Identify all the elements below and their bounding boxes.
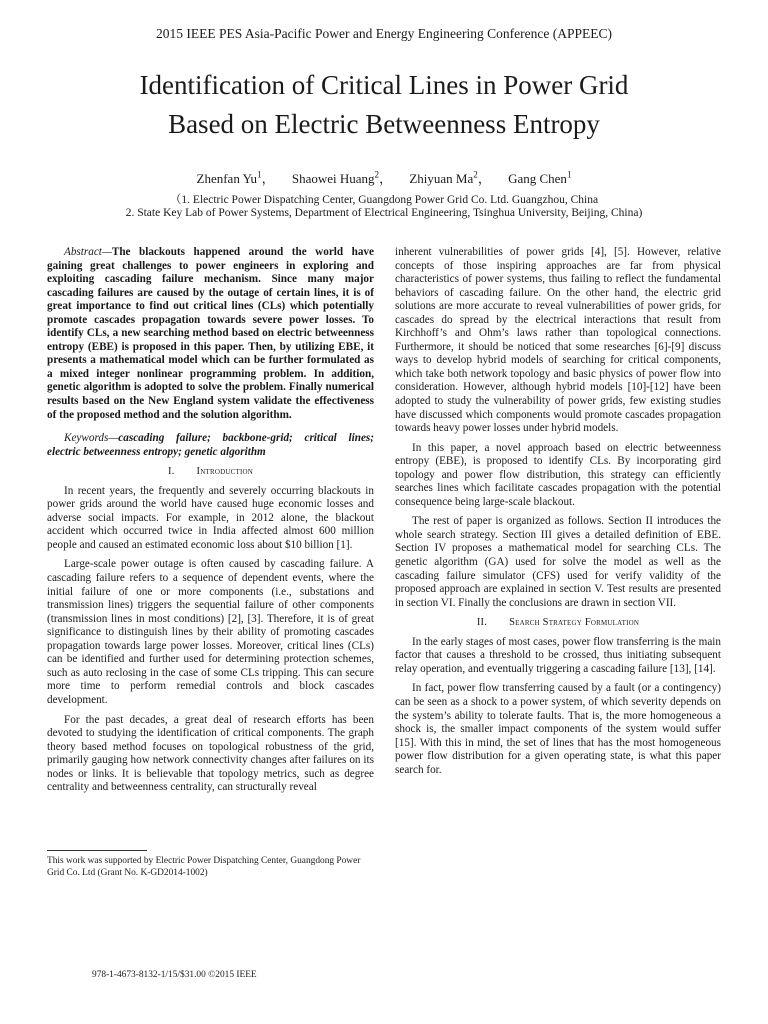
footnote-rule xyxy=(47,850,147,851)
author-name: Gang Chen xyxy=(508,171,567,186)
author-affil-mark: 1 xyxy=(566,169,572,180)
conference-header: 2015 IEEE PES Asia-Pacific Power and Energy Engineering Conference (APPEEC) xyxy=(155,26,613,41)
paragraph: In fact, power flow transferring caused by a fault (or a contingency) can be seen as a shock to a power system, of which severity depends on the system’s ability to tolerate faults. That is, the more homogeneous a shock is, the smaller impact components of the system would suffer [15]. With this in mind, the set of lines that has the most homogeneous power flow distribution for a given operating state, is what this paper search for. xyxy=(395,682,721,776)
keywords-label: Keywords— xyxy=(64,432,119,445)
author-separator: ， xyxy=(261,171,275,186)
paragraph: In the early stages of most cases, power flow transferring is the main factor that causes a threshold to be crossed, thus initiating subsequent relay operation, and eventually triggering a cascading failure [13], [14]. xyxy=(395,635,721,675)
funding-footnote: This work was supported by Electric Power Dispatching Center, Guangdong Power Grid Co. Ltd (Grant No. K-GD2014-1002) xyxy=(47,856,361,878)
paragraph: In recent years, the frequently and severely occurring blackouts in power grids around the world have caused huge economic losses and adverse social impacts. For example, in 2012 alone, the blackout accident which occurred twice in India affected almost 600 million people and caused an estimated economic loss about $10 billion [1]. xyxy=(47,484,374,551)
author-list xyxy=(0,168,768,187)
paragraph: Large-scale power outage is often caused by cascading failure. A cascading failure refers to a sequence of dependent events, where the initial failure of one or more components (i.e., substations and transmission lines) triggers the sequential failure of other components (transmission lines in most conditions) [2], [3]. Therefore, it is of great significance to distinguish lines by their ability of promoting cascades propagation towards large power losses. Moreover, critical lines (CLs) can be identified and further used for determining protection schemes, such as auto reclosing in the case of some CLs tripping. This can secure more time to perform remedial controls and block cascades development. xyxy=(47,558,374,706)
title-line-1: Identification of Critical Lines in Power Grid xyxy=(139,70,629,100)
isbn-copyright: 978-1-4673-8132-1/15/$31.00 ©2015 IEEE xyxy=(92,970,257,980)
author-separator: ， xyxy=(477,171,491,186)
author-separator: ， xyxy=(379,171,393,186)
paper-title xyxy=(40,66,728,144)
abstract xyxy=(47,246,374,422)
paragraph: For the past decades, a great deal of research efforts has been devoted to studying the identification of critical components. The graph theory based method focuses on topological robustness of the grid, primarily gauging how network connectivity changes after failures on its nodes or links. It is believable that topology metrics, such as degree centrality and betweenness centrality, can structurally reveal xyxy=(47,713,374,794)
affiliation-1: （1. Electric Power Dispatching Center, Guangdong Power Grid Co. Ltd. Guangzhou, China xyxy=(169,194,599,206)
title-line-2: Based on Electric Betweenness Entropy xyxy=(168,109,600,139)
paragraph: In this paper, a novel approach based on electric betweenness entropy (EBE), is proposed to identify CLs. By incorporating gird topology and power flow distribution, this strategy can efficiently searches lines which facilitate cascades propagation with the potential consequence being large-scale blackout. xyxy=(395,441,721,508)
author-affil-mark: 1 xyxy=(257,169,262,180)
abstract-label: Abstract— xyxy=(64,246,112,258)
keywords xyxy=(47,432,374,459)
author-affil-mark: 2 xyxy=(374,169,380,180)
author-name: Shaowei Huang xyxy=(291,171,375,186)
author-affil-mark: 2 xyxy=(473,169,478,180)
right-column xyxy=(395,246,721,783)
affiliation-2: 2. State Key Lab of Power Systems, Department of Electrical Engineering, Tsinghua University, Beijing, China) xyxy=(125,207,643,219)
section-title: Introduction xyxy=(196,466,253,478)
abstract-text: The blackouts happened around the world have gaining great challenges to power engineers in exploring and exploiting cascading failure mechanism. Since many major cascading failures are caused by the outage of certain lines, it is of great importance to find out critical lines (CLs) which potentially promote cascades propagation towards severe power losses. To identify CLs, a new searching method based on electric betweenness entropy (EBE) is proposed in this paper. Then, by utilizing EBE, it presents a mathematical model which can be further formulated as a mixed integer nonlinear programming problem. In addition, genetic algorithm is adopted to solve the problem. Finally numerical results based on the New England system validate the effectiveness of the proposed method and the solution algorithm. xyxy=(47,246,374,421)
section-title: Search Strategy Formulation xyxy=(509,617,640,629)
author-name: Zhenfan Yu xyxy=(196,171,258,186)
section-heading-search-strategy xyxy=(395,616,721,630)
section-number: II. xyxy=(476,617,488,629)
keywords-text: cascading failure; backbone-grid; critical lines; electric betweenness entropy; genetic algorithm xyxy=(47,432,374,458)
author-name: Zhiyuan Ma xyxy=(409,171,474,186)
section-heading-introduction xyxy=(47,465,374,479)
section-number: I. xyxy=(168,466,175,478)
left-column xyxy=(47,246,374,801)
paragraph: The rest of paper is organized as follows. Section II introduces the whole search strategy. Section III gives a detailed definition of EBE. Section IV proposes a mathematical model for searching CLs. The genetic algorithm (GA) used for solve the model as well as the cascading failure simulator (CFS) used for verify validity of the proposed approach are explained in section V. Test results are presented in section VI. Finally the conclusions are drawn in section VII. xyxy=(395,515,721,609)
paragraph: inherent vulnerabilities of power grids [4], [5]. However, relative concepts of those inspiring approaches are far from physical characteristics of power systems, thus failing to reflect the fundamental behaviors of cascading failure. On the other hand, the electric grid solutions are more accurate to reveal vulnerabilities of power grids, for cascades do spread by the electrical interactions that result from Kirchhoff’s and Ohm’s laws rather than topological connections. Furthermore, it should be noticed that some researches [6]-[9] discuss ways to develop hybrid models of searching for critical components, which take both network topology and basic physics of power flow into consideration. However, although hybrid models [10]-[12] have been adopted to study the vulnerability of power grids, few existing studies have discussed which components would promote cascades propagation towards heavy power losses under hybrid models. xyxy=(395,246,721,435)
